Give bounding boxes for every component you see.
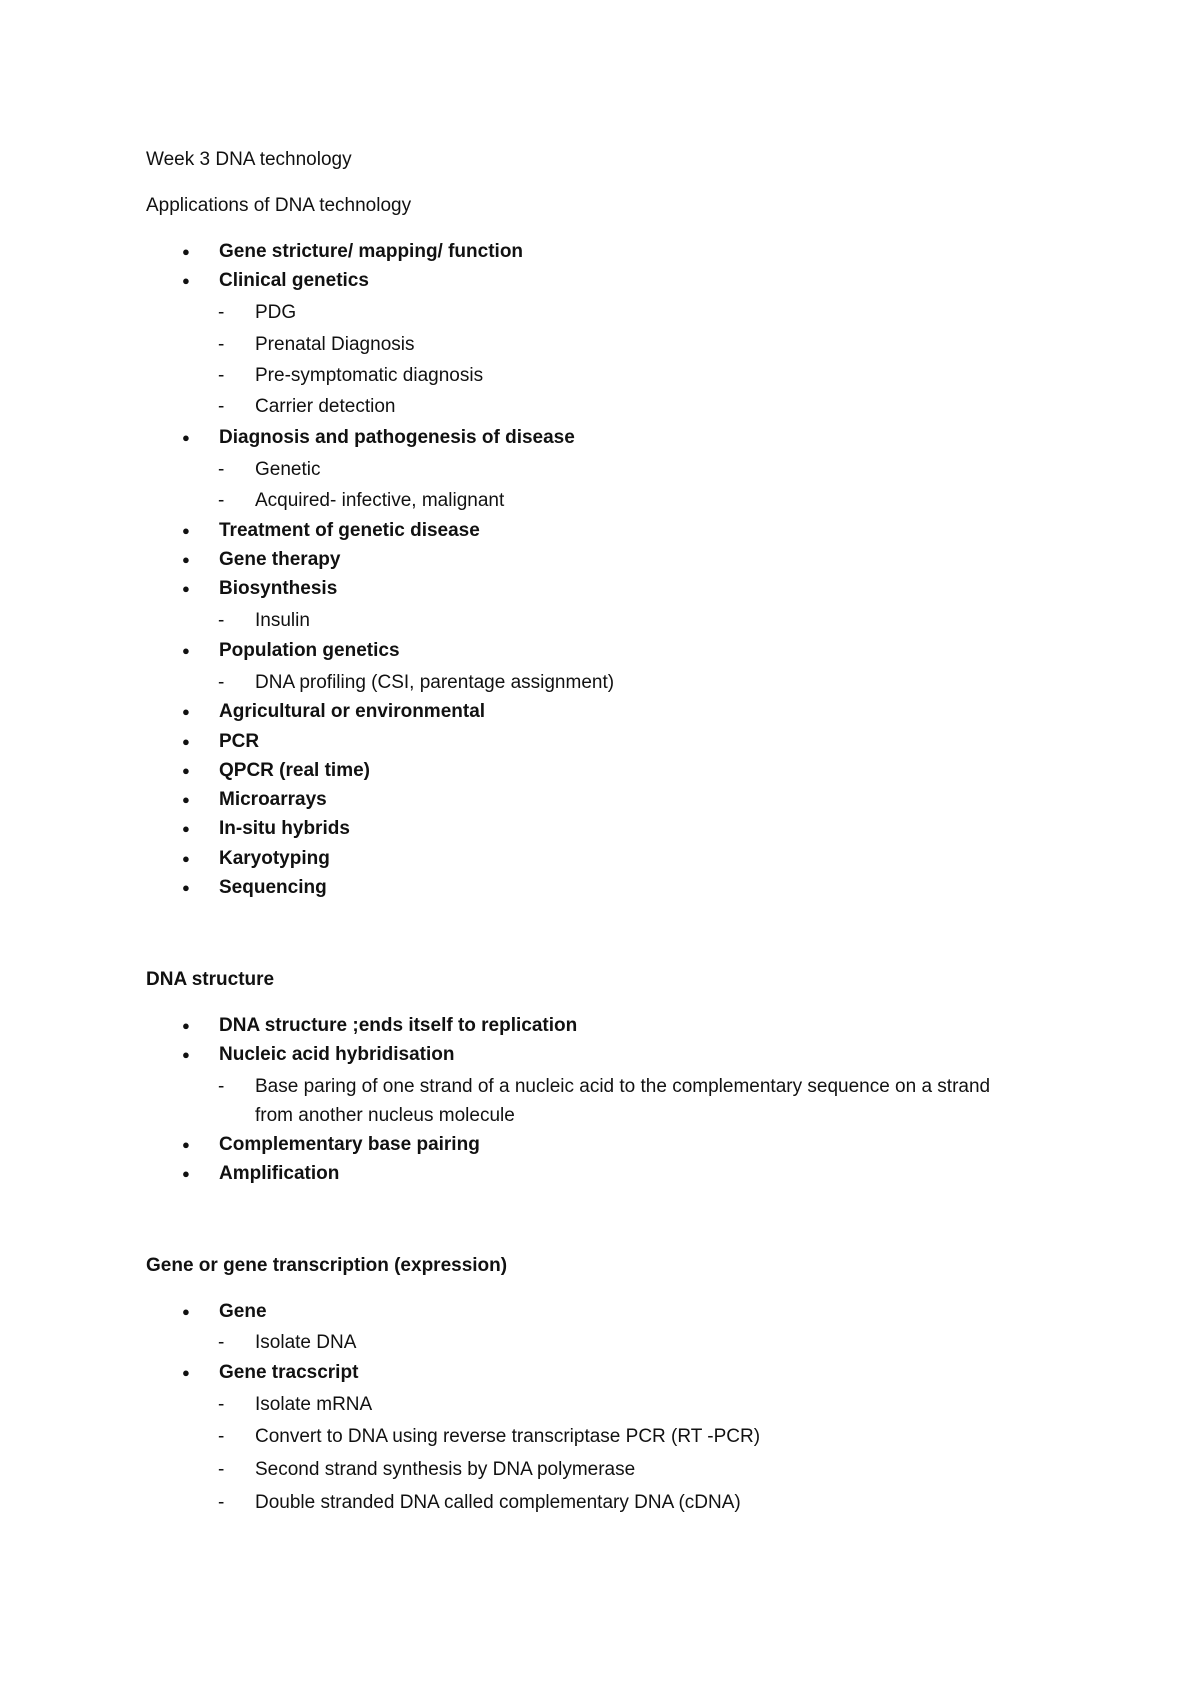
bullet-icon: ● — [182, 1018, 190, 1033]
list-item: Nucleic acid hybridisation — [219, 1044, 455, 1065]
sub-list-item: Pre-symptomatic diagnosis — [255, 365, 484, 386]
list-item: Treatment of genetic disease — [219, 520, 480, 541]
bullet-icon: ● — [182, 581, 190, 596]
list-item: Karyotyping — [219, 848, 330, 869]
dash-icon: - — [218, 1426, 225, 1447]
bullet-icon: ● — [182, 1166, 190, 1181]
list-item: Gene stricture/ mapping/ function — [219, 241, 524, 262]
sub-list-item: Insulin — [255, 610, 310, 631]
dash-icon: - — [218, 1394, 225, 1415]
dash-icon: - — [218, 302, 225, 323]
sub-list-item: Acquired- infective, malignant — [255, 490, 505, 511]
sub-list-item: Genetic — [255, 459, 321, 480]
dash-icon: - — [218, 1332, 225, 1353]
sub-list-item: Carrier detection — [255, 396, 396, 417]
dash-icon: - — [218, 396, 225, 417]
list-item: QPCR (real time) — [219, 760, 370, 781]
sub-list-item: Isolate DNA — [255, 1332, 357, 1353]
bullet-icon: ● — [182, 1047, 190, 1062]
list-item: Gene — [219, 1301, 267, 1322]
bullet-icon: ● — [182, 1137, 190, 1152]
bullet-icon: ● — [182, 1365, 190, 1380]
bullet-icon: ● — [182, 734, 190, 749]
dash-icon: - — [218, 365, 225, 386]
bullet-icon: ● — [182, 821, 190, 836]
sub-list-item: Second strand synthesis by DNA polymerase — [255, 1459, 636, 1480]
bullet-icon: ● — [182, 273, 190, 288]
list-item: Diagnosis and pathogenesis of disease — [219, 427, 575, 448]
bullet-icon: ● — [182, 643, 190, 658]
bullet-icon: ● — [182, 851, 190, 866]
dash-icon: - — [218, 1492, 225, 1513]
dash-icon: - — [218, 672, 225, 693]
dash-icon: - — [218, 334, 225, 355]
list-item: Sequencing — [219, 877, 327, 898]
bullet-icon: ● — [182, 523, 190, 538]
list-item: Amplification — [219, 1163, 340, 1184]
list-item: Population genetics — [219, 640, 400, 661]
list-item: Agricultural or environmental — [219, 701, 486, 722]
list-item: PCR — [219, 731, 260, 752]
sub-list-item: PDG — [255, 302, 297, 323]
sub-list-item: Base paring of one strand of a nucleic acid to the complementary sequence on a strand — [255, 1076, 991, 1097]
bullet-icon: ● — [182, 704, 190, 719]
list-item: Gene therapy — [219, 549, 341, 570]
list-item: Biosynthesis — [219, 578, 338, 599]
bullet-icon: ● — [182, 244, 190, 259]
list-item: Microarrays — [219, 789, 327, 810]
sub-list-item: DNA profiling (CSI, parentage assignment) — [255, 672, 615, 693]
bullet-icon: ● — [182, 430, 190, 445]
bullet-icon: ● — [182, 880, 190, 895]
sub-list-item: Convert to DNA using reverse transcriptase PCR (RT -PCR) — [255, 1426, 761, 1447]
document-title: Week 3 DNA technology — [146, 149, 352, 170]
dash-icon: - — [218, 610, 225, 631]
sub-list-item: Isolate mRNA — [255, 1394, 373, 1415]
sub-list-item: Prenatal Diagnosis — [255, 334, 415, 355]
list-item: DNA structure ;ends itself to replication — [219, 1015, 578, 1036]
list-item: Gene tracscript — [219, 1362, 359, 1383]
sub-list-item: Double stranded DNA called complementary DNA (cDNA) — [255, 1492, 741, 1513]
list-item: In-situ hybrids — [219, 818, 350, 839]
dash-icon: - — [218, 1459, 225, 1480]
section-heading-applications: Applications of DNA technology — [146, 195, 412, 216]
list-item: Clinical genetics — [219, 270, 369, 291]
sub-list-item-continuation: from another nucleus molecule — [255, 1105, 515, 1126]
list-item: Complementary base pairing — [219, 1134, 480, 1155]
dash-icon: - — [218, 459, 225, 480]
bullet-icon: ● — [182, 792, 190, 807]
bullet-icon: ● — [182, 763, 190, 778]
bullet-icon: ● — [182, 552, 190, 567]
bullet-icon: ● — [182, 1304, 190, 1319]
dash-icon: - — [218, 490, 225, 511]
section-heading-dna-structure: DNA structure — [146, 969, 275, 990]
dash-icon: - — [218, 1076, 225, 1097]
section-heading-gene-transcription: Gene or gene transcription (expression) — [146, 1255, 508, 1276]
